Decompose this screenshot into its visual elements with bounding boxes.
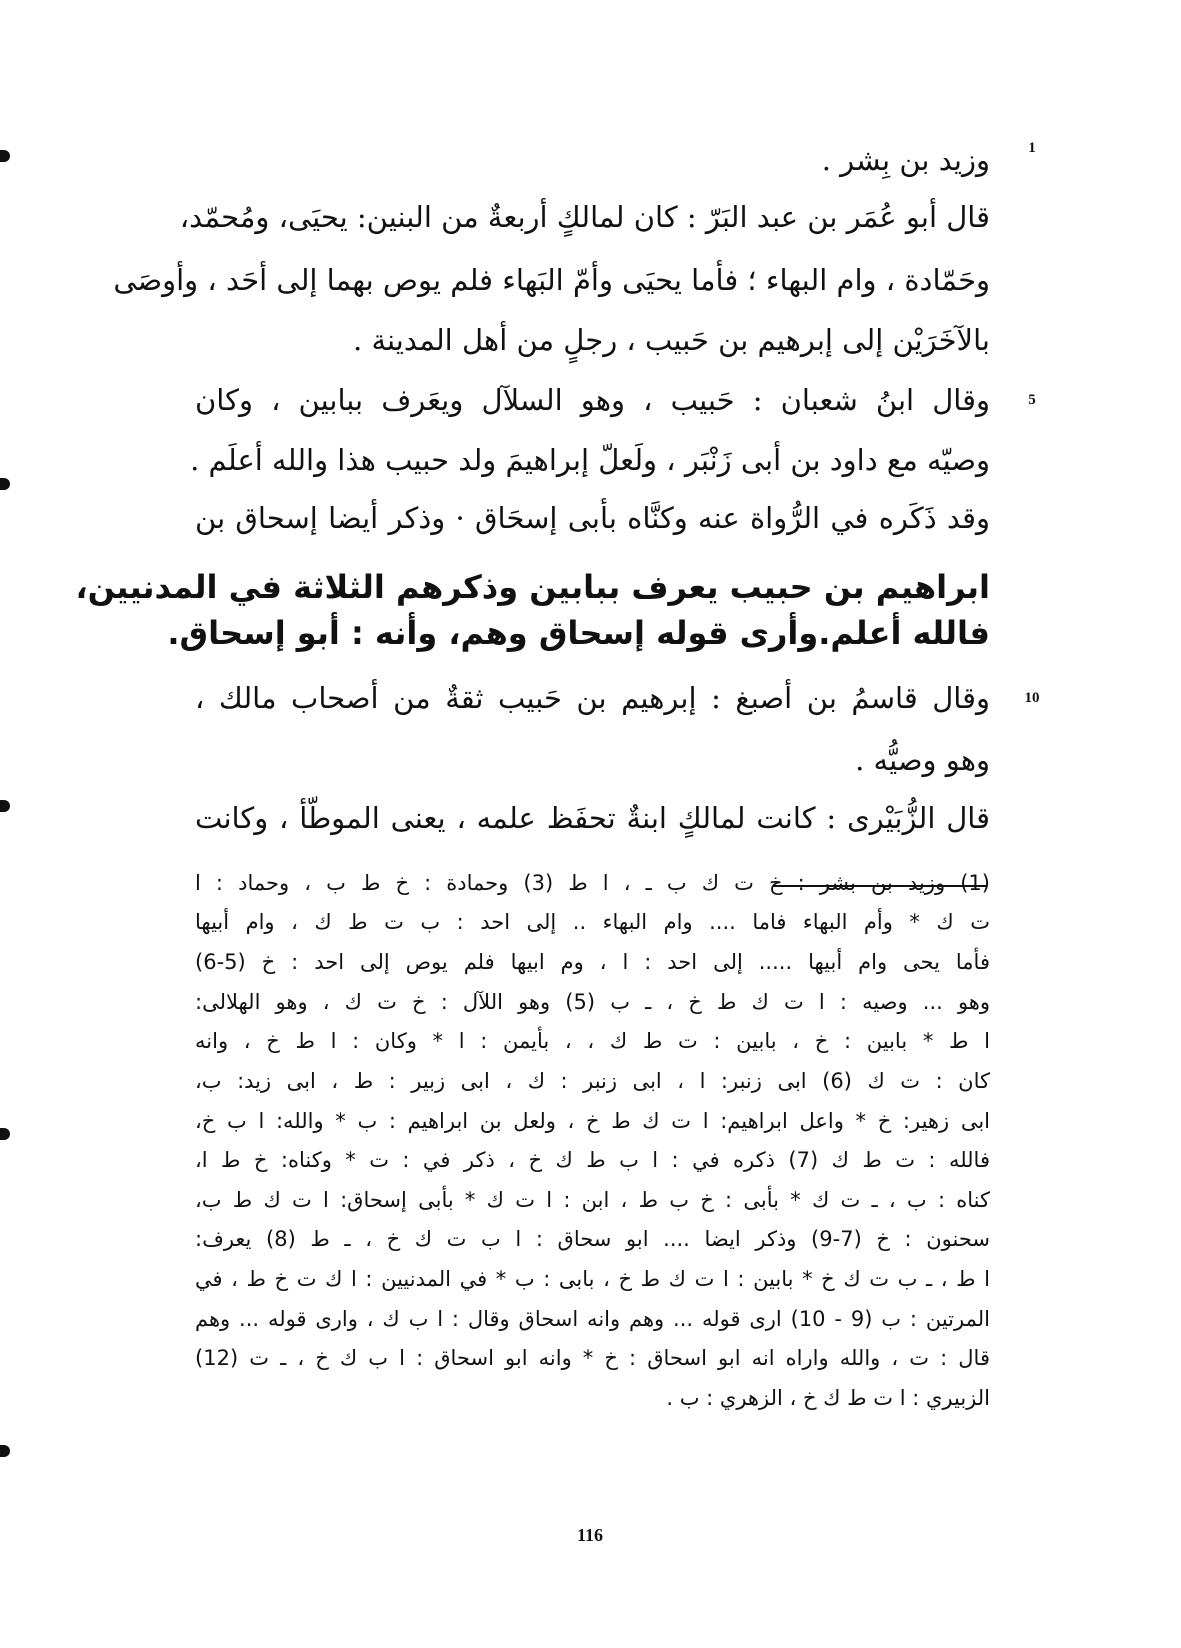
line-number: 1: [1028, 140, 1036, 156]
line-number: 5: [1028, 392, 1036, 408]
body-line: وقال قاسمُ بن أصبغ : إبرهيم بن حَبيب ثقةٌ من أصحاب مالك ،: [195, 681, 990, 715]
inserted-bold-line: ابراهيم بن حبيب يعرف ببابين وذكرهم الثلاثة في المدنيين،: [75, 568, 990, 606]
page-number: 116: [576, 1525, 603, 1545]
scan-mark: [0, 150, 10, 162]
line-number: 10: [1024, 690, 1040, 706]
footnote-line: قال : ت ، والله واراه انه ابو اسحاق : خ * وانه ابو اسحاق : ا ب ك خ ، ـ ت (12): [195, 1346, 990, 1370]
scan-mark: [0, 800, 10, 812]
scan-mark: [0, 1445, 10, 1457]
footnote-line: سحنون : خ (7-9) وذكر ايضا .... ابو سحاق : ا ب ت ك خ ، ـ ط (8) يعرف:: [195, 1227, 990, 1251]
footnote-line: كناه : ب ، ـ ت ك * بأبى : خ ب ط ، ابن : ا ت ك * بأبى إسحاق: ا ت ك ط ب،: [195, 1188, 990, 1212]
footnote-line: كان : ت ك (6) ابى زنبر: ا ، ابى زنبر : ك ، ابى زبير : ط ، ابى زيد: ب،: [195, 1069, 991, 1093]
footnote-line: فأما يحى وام أبيها ..... إلى احد : ا ، وم ابيها فلم يوص إلى احد : خ (5-6): [195, 950, 990, 974]
body-line: قال الزُّبَيْرى : كانت لمالكٍ ابنةٌ تحفَظ علمه ، يعنى الموطّأ ، وكانت: [195, 801, 990, 835]
footnote-line: ت ك * وأم البهاء فاما .... وام البهاء .. إلى احد : ب ت ط ك ، وام أبيها: [195, 910, 990, 934]
body-line: وهو وصيُّه .: [855, 743, 990, 777]
footnote-line: فالله : ت ط ك (7) ذكره في : ا ب ط ك خ ، ذكر في : ت * وكناه: خ ط ا،: [195, 1148, 990, 1172]
body-line: قال أبو عُمَر بن عبد البَرّ : كان لمالكٍ أربعةٌ من البنين: يحيَى، ومُحمّد،: [179, 200, 990, 234]
body-line: وصيّه مع داود بن أبى زَنْبَر ، ولَعلّ إبراهيمَ ولد حبيب هذا والله أعلَم .: [190, 443, 990, 477]
body-line: وقد ذَكَره في الرُّواة عنه وكنَّاه بأبى إسحَاق · وذكر أيضا إسحاق بن: [195, 501, 990, 535]
footnote-line: الزبيري : ا ت ط ك خ ، الزهري : ب .: [666, 1386, 990, 1410]
footnote-line: ا ط ، ـ ب ت ك خ * بابين : ا ت ك ط خ ، بابى : ب * في المدنيين : ا ك ت خ ط ، في: [195, 1267, 990, 1291]
inserted-bold-line: فالله أعلم.وأرى قوله إسحاق وهم، وأنه : أبو إسحاق.: [167, 614, 990, 652]
footnote-line: ابى زهير: خ * واعل ابراهيم: ا ت ك ط خ ، ولعل بن ابراهيم : ب * والله: ا ب خ،: [195, 1109, 990, 1133]
body-line: وقال ابنُ شعبان : حَبيب ، وهو السلآل ويعَرف ببابين ، وكان: [195, 383, 990, 417]
body-line: وزيد بن بِشر .: [821, 143, 990, 177]
footnote-line: ا ط * بابين : خ ، بابين : ت ط ك ، ، بأيمن : ا * وكان : ا ط خ ، وانه: [195, 1029, 990, 1053]
footnote-line: (1) وزيد بن بشر : خ ت ك ب ـ ، ا ط (3) وحمادة : خ ط ب ، وحماد : ا: [195, 871, 990, 895]
body-line: وحَمّادة ، وام البهاء ؛ فأما يحيَى وأمّ البَهاء فلم يوص بهما إلى أحَد ، وأوصَى: [113, 263, 990, 297]
footnote-line: وهو ... وصيه : ا ت ك ط خ ، ـ ب (5) وهو اللآل : خ ت ك ، وهو الهلالى:: [195, 990, 991, 1014]
body-line: بالآخَرَيْن إلى إبرهيم بن حَبيب ، رجلٍ من أهل المدينة .: [353, 323, 990, 357]
scan-mark: [0, 1128, 10, 1140]
footnote-line: المرتين : ب (9 - 10) ارى قوله ... وهم وانه اسحاق وقال : ا ب ك ، وارى قوله ... وهم: [195, 1307, 990, 1331]
scan-mark: [0, 478, 10, 490]
